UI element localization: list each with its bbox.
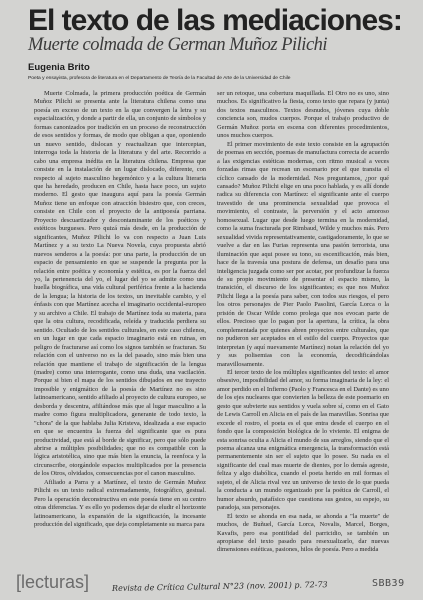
author-affiliation: Poeta y ensayista, profesora de literatura en el Departamento de Teoría de la Facultad de Arte de la Universidad de Chile [28,76,291,81]
body-paragraph: El tercer texto de los múltiples significantes del texto: el amor obsesivo, imposibilidad del amor, su forma imaginaria de la ley: el amor perdido en el Infierno (Paolo y Francesca en el Dante) es uno de los ejes nucleares que convierten la belleza de este poemario en gesto que subvierte sus sentidos y vuela sobre sí, como en el Gato de Lewis Carroll en Alicia en el país de las maravillas. Sonrisa que excede el rostro, el poeta es el que entra desde el cuerpo en el fondo que la composición biológica de lo viviente. El enigma de esta sonrisa oculta a Alicia el mundo de sus arreglos, siendo que el poema alcanza una enigmática emergencia, la transformación está permanentemente sin ser el sujeto que lo posee. Su nada es el significante del cual mas muerte de dientes, por lo demás agreste, feliza y algo diabólica, cuando el poeta herido en mil formas el sujeto, el de Alicia rival vez un universo de texto de lo que pueda la conducta a un mundo organizado por la poética de Carroll, el humor absurdo, patafísico que cuestiona sus gestos, su espejo, su paradoja, sus personajes. [217,368,389,512]
subtitle-plain: Muerte colmada [28,35,147,55]
text-column-left [34,90,206,558]
body-paragraph: El primer movimiento de este texto consiste en la agrupación de poemas en sección, poemas de manufactura correcta de acuerdo a las exigencias estéticas modernas, con ritmo musical a veces forzadas rimas que recrean un escenario por el que transita el cíclico cansado de la modernidad. Nos preguntamos, ¿por qué cansado? Muñoz Pilichi elige en una poco hablada, y es allí donde radica su diferencia con Martínez: el significante ante el cuerpo travestido de una prominencia sexualidad que provoca el movimiento, el contraste, la perversión y el acto amoroso homosexual. Lugar que desde luego termina en la modernidad, como la suma fracturada por Rimbaud, Wilde y muchos más. Pero sexualidad vivida representativamente, castigadoramente, lo que se vuelve a dar en las Furias representa una pasión terrorista, una iluminación que aqui posee su tono, su escenificación, más bien, hace de la travesía una postura de defensa, un desafío para una inteligencia juzgada como ser por acotar, por profundizar la fuerza de su propio movimiento de presentar el espacio mismo, la transición, el discurso de los significantes; es que nos Muñoz Pilichi llega a la poesía para saber, con todos sus riesgos, el pero los otros personajes de Pier Paolo Pasolini, García Lorca o la prisión de Oscar Wilde como prolega que nos evocan parte de ellos. Precioso que lo pagan por la apertura, la crítica, la obra complementada por quienes abren proyectos entre culturales, que no pudieron ser aceptados en el estilo del cuerpo. Proyectos que interpretan (y aquí nuevamente Martínez) notan la relación del yo y sus polisemias con la economía, decodificándolas maravillosamente. [217,140,389,368]
body-paragraph: Muerte Colmada, la primera producción poética de Germán Muñoz Pilichi se presenta ante la literatura chilena como una poesía en exceso de un texto en la que convergen la letra y su espacialización, y donde a partir de ella, un conjunto de símbolos y formas canonizados por tradición en un proceso de reconstrucción de esos sentidos y formas, de modo que obligan a que, oponiendo un nuevo sentido, dislocan y reactualizan que interceptan, interroga toda la historia de la literatura y del arte. Recorrido a cabo una empresa inédita en la literatura chilena. Empresa que consiste en la instalación de un lugar dislocado, diferente, con respecto al sujeto masculino hegemónico y a la cultura literaria que ha heredado, producen en Chile, hasta hace poco, un sujeto moderno. El gesto que inaugura aquí para la poesía Germán Muñoz tiene un enfoque con atracción bisiestro que, con creces, consiste en Chile con el proyecto de la antipoesía parriana. Proyecto descuartizador y descontaminante de los poéticos y estéticos burgueses. Pero quizá más desde, en la producción de significantes, Muñoz Pilichi lo va con respecto a Juan Luis Martínez y a su texto La Nueva Novela, cuya propuesta abrió nuevos senderos a la poesía: por una parte, la producción de un espacio de pensamiento en que se suspende la pregunta por la relación entre poética y economía y estética, es por la fuerza del yo, la pertenencia del yo, el lugar del yo se admite como una huella biográfica, una vida cultural periférica frente a la hacienda de la lengua; la historia de los textos, un inevitable cambio, y el énfasis con que Martínez acecha el imaginario occidental-europeo y su archivo a Chile. El trabajo de Martínez toda su materia, para que la otra cultura, recodificada, releída y traducida perdiera su sentido. Ocultado de los sentidos culturales, en este caso chilenos, en un lugar en que cada espacio imaginario está en ruinas, en peligro de fracturarse así como los signos también se fracturan. Su relación con el universo no es la del pasado, sino más bien una relación que mantiene el trabajo de significación de la lengua (madre) como una interrogante, como una duda, una vacilación. Porque si bien el mapa de los sentidos dibujados en ese trayecto imposible y enigmático de la poesía de Martínez no es sino latinoamericano, sentido afiliado al proyecto de cultura europeo, se desborda y descentra, afiliándose más que al lugar masculino a la madre como figura multiplicadora, generante de todo texto, la "chora" de la que hablaba Julia Kristeva, idealizada a ese espacio en que se encuentra la fuerza del significante que es pura productividad, que está al borde de significar, pero que sólo puede abrirse a múltiples posibilidades; que no es compatible con la lógica aristotélica, sino que más bien la enuncia, la reenfoca y la circunscribe, otorgándole espacios multiplicados por la presencia de los Otros, olvidados, consecuencias por el canon masculino. [34,90,206,478]
section-tag: [lecturas] [16,572,90,592]
body-paragraph: El texto se ahonda en esa nada, se ahonda a "la muerte" de muchos, de Buñuel, García Lorca, Novalis, Marcel, Borges, Kavafis, pero esa pontifidad del parricidio, se también un apropiarse del texto pasado para resexualizarlo, dar nuevas dimensiones estéticas, pasiones, hilos de poesía. Pero a medida [217,512,389,554]
author-name: Eugenia Brito [28,62,90,73]
subtitle-italic: de German Muñoz Pilichi [146,35,328,55]
body-paragraph: Afiliado a Parra y a Martínez, el texto de Germán Muñoz Pilichi es un texto radical extremadamente, fotográfico, gestual. Pero la operación deconstructiva en este poesía tiene en su centro otras diferencias. Y es ello yo podemos dejar de eludir el horizonte latinoamericano, la expansión de la significación, la incesante producción del significado, que deja completamente su marca para [34,478,206,529]
catalog-stamp: SBB39 [372,578,405,589]
handwritten-citation: Revista de Crítica Cultural N°23 (nov. 2001) p. 72-73 [111,580,328,593]
article-title: El texto de las mediaciones: [28,4,402,37]
text-column-right [217,90,389,566]
article-subtitle [28,34,327,56]
body-paragraph: ser un retoque, una cobertura maquillada. El Otro no es uno, sino muchos. Es significativo la fiesta, como texto que repara (y junta) dos textos masculinos. Textos desnudos, jóvenes cuya doble conciencia son, mudos cuerpos. Porque el trabajo productivo de Germán Muñoz porta en escena con diferentes procedimientos, unos muchos cuerpos. [217,90,389,140]
